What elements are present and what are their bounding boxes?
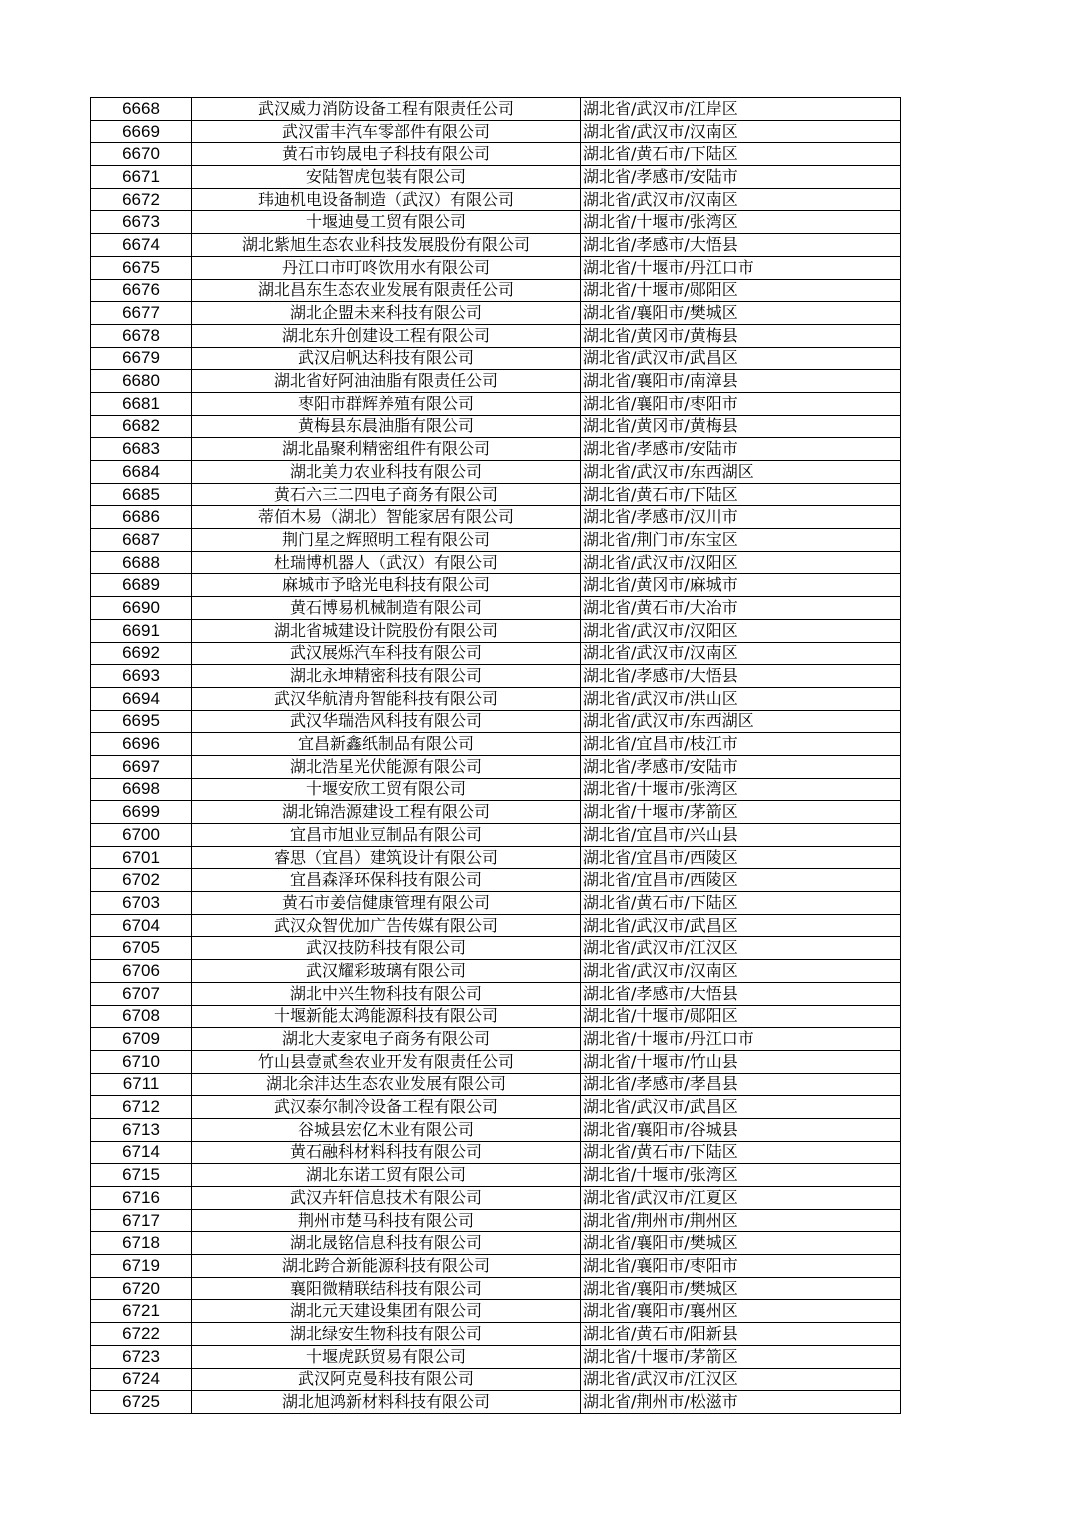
company-name: 竹山县壹贰叁农业开发有限责任公司 <box>192 1050 581 1073</box>
company-location: 湖北省/黄石市/下陆区 <box>581 143 901 166</box>
company-location: 湖北省/十堰市/张湾区 <box>581 1164 901 1187</box>
company-name: 襄阳微精联结科技有限公司 <box>192 1277 581 1300</box>
company-name: 武汉阿克曼科技有限公司 <box>192 1368 581 1391</box>
company-name: 湖北晶聚利精密组件有限公司 <box>192 438 581 461</box>
row-number: 6721 <box>91 1300 192 1323</box>
table-row <box>91 1255 901 1278</box>
row-number: 6708 <box>91 1005 192 1028</box>
company-location: 湖北省/武汉市/武昌区 <box>581 347 901 370</box>
row-number: 6676 <box>91 279 192 302</box>
table-row <box>91 415 901 438</box>
table-row <box>91 120 901 143</box>
table-row <box>91 1028 901 1051</box>
table-row <box>91 483 901 506</box>
table-row <box>91 1005 901 1028</box>
table-row <box>91 892 901 915</box>
company-name: 湖北跨合新能源科技有限公司 <box>192 1255 581 1278</box>
company-location: 湖北省/荆州市/松滋市 <box>581 1391 901 1414</box>
company-location: 湖北省/孝感市/安陆市 <box>581 438 901 461</box>
company-location: 湖北省/黄石市/阳新县 <box>581 1323 901 1346</box>
company-location: 湖北省/十堰市/郧阳区 <box>581 1005 901 1028</box>
row-number: 6698 <box>91 778 192 801</box>
row-number: 6684 <box>91 461 192 484</box>
row-number: 6713 <box>91 1118 192 1141</box>
company-name: 湖北旭鸿新材料科技有限公司 <box>192 1391 581 1414</box>
company-location: 湖北省/武汉市/洪山区 <box>581 687 901 710</box>
row-number: 6680 <box>91 370 192 393</box>
row-number: 6691 <box>91 619 192 642</box>
row-number: 6674 <box>91 234 192 257</box>
table-row <box>91 392 901 415</box>
row-number: 6681 <box>91 392 192 415</box>
row-number: 6724 <box>91 1368 192 1391</box>
table-row <box>91 438 901 461</box>
table-row <box>91 801 901 824</box>
row-number: 6699 <box>91 801 192 824</box>
row-number: 6710 <box>91 1050 192 1073</box>
table-row <box>91 1368 901 1391</box>
company-location: 湖北省/黄冈市/黄梅县 <box>581 415 901 438</box>
company-location: 湖北省/武汉市/东西湖区 <box>581 710 901 733</box>
table-row <box>91 1323 901 1346</box>
table-row <box>91 143 901 166</box>
row-number: 6700 <box>91 824 192 847</box>
company-location: 湖北省/襄阳市/枣阳市 <box>581 1255 901 1278</box>
company-location: 湖北省/黄石市/下陆区 <box>581 892 901 915</box>
company-location: 湖北省/荆门市/东宝区 <box>581 529 901 552</box>
company-name: 黄石六三二四电子商务有限公司 <box>192 483 581 506</box>
company-location: 湖北省/襄阳市/樊城区 <box>581 1277 901 1300</box>
company-name: 武汉卉轩信息技术有限公司 <box>192 1187 581 1210</box>
table-row <box>91 324 901 347</box>
row-number: 6696 <box>91 733 192 756</box>
company-name: 宜昌市旭业豆制品有限公司 <box>192 824 581 847</box>
table-row <box>91 642 901 665</box>
row-number: 6711 <box>91 1073 192 1096</box>
table-row <box>91 370 901 393</box>
row-number: 6722 <box>91 1323 192 1346</box>
company-location: 湖北省/武汉市/汉南区 <box>581 642 901 665</box>
company-name: 湖北大麦家电子商务有限公司 <box>192 1028 581 1051</box>
row-number: 6702 <box>91 869 192 892</box>
row-number: 6675 <box>91 256 192 279</box>
row-number: 6718 <box>91 1232 192 1255</box>
row-number: 6720 <box>91 1277 192 1300</box>
row-number: 6668 <box>91 98 192 121</box>
company-location: 湖北省/武汉市/汉阳区 <box>581 551 901 574</box>
table-row <box>91 1345 901 1368</box>
row-number: 6677 <box>91 302 192 325</box>
row-number: 6706 <box>91 960 192 983</box>
row-number: 6715 <box>91 1164 192 1187</box>
company-name: 荆州市楚马科技有限公司 <box>192 1209 581 1232</box>
company-location: 湖北省/孝感市/安陆市 <box>581 755 901 778</box>
table-row <box>91 597 901 620</box>
company-name: 谷城县宏亿木业有限公司 <box>192 1118 581 1141</box>
row-number: 6705 <box>91 937 192 960</box>
row-number: 6693 <box>91 665 192 688</box>
row-number: 6689 <box>91 574 192 597</box>
row-number: 6695 <box>91 710 192 733</box>
row-number: 6678 <box>91 324 192 347</box>
company-name: 武汉展烁汽车科技有限公司 <box>192 642 581 665</box>
table-row <box>91 755 901 778</box>
company-name: 湖北晟铭信息科技有限公司 <box>192 1232 581 1255</box>
company-location: 湖北省/孝感市/孝昌县 <box>581 1073 901 1096</box>
row-number: 6692 <box>91 642 192 665</box>
company-name: 黄石融科材料科技有限公司 <box>192 1141 581 1164</box>
row-number: 6679 <box>91 347 192 370</box>
company-name: 十堰虎跃贸易有限公司 <box>192 1345 581 1368</box>
company-name: 杜瑞博机器人（武汉）有限公司 <box>192 551 581 574</box>
company-location: 湖北省/孝感市/大悟县 <box>581 665 901 688</box>
row-number: 6690 <box>91 597 192 620</box>
table-row <box>91 665 901 688</box>
company-name: 枣阳市群辉养殖有限公司 <box>192 392 581 415</box>
table-row <box>91 619 901 642</box>
table-row <box>91 211 901 234</box>
table-row <box>91 824 901 847</box>
row-number: 6685 <box>91 483 192 506</box>
company-location: 湖北省/武汉市/江汉区 <box>581 1368 901 1391</box>
company-location: 湖北省/武汉市/汉南区 <box>581 120 901 143</box>
company-name: 湖北元天建设集团有限公司 <box>192 1300 581 1323</box>
table-row <box>91 1300 901 1323</box>
table-row <box>91 846 901 869</box>
row-number: 6671 <box>91 166 192 189</box>
table-row <box>91 234 901 257</box>
table-row <box>91 914 901 937</box>
company-location: 湖北省/武汉市/汉阳区 <box>581 619 901 642</box>
row-number: 6683 <box>91 438 192 461</box>
row-number: 6717 <box>91 1209 192 1232</box>
row-number: 6716 <box>91 1187 192 1210</box>
table-row <box>91 461 901 484</box>
company-name: 黄石博易机械制造有限公司 <box>192 597 581 620</box>
company-location: 湖北省/十堰市/张湾区 <box>581 778 901 801</box>
company-location: 湖北省/武汉市/武昌区 <box>581 1096 901 1119</box>
company-name: 丹江口市叮咚饮用水有限公司 <box>192 256 581 279</box>
company-name: 睿思（宜昌）建筑设计有限公司 <box>192 846 581 869</box>
company-location: 湖北省/襄阳市/襄州区 <box>581 1300 901 1323</box>
company-name: 黄石市钧晟电子科技有限公司 <box>192 143 581 166</box>
company-name: 武汉威力消防设备工程有限责任公司 <box>192 98 581 121</box>
company-name: 湖北永坤精密科技有限公司 <box>192 665 581 688</box>
company-name: 湖北浩星光伏能源有限公司 <box>192 755 581 778</box>
company-location: 湖北省/襄阳市/枣阳市 <box>581 392 901 415</box>
row-number: 6709 <box>91 1028 192 1051</box>
table-row <box>91 98 901 121</box>
company-location: 湖北省/襄阳市/樊城区 <box>581 1232 901 1255</box>
table-row <box>91 256 901 279</box>
company-name: 麻城市予晗光电科技有限公司 <box>192 574 581 597</box>
company-name: 十堰迪曼工贸有限公司 <box>192 211 581 234</box>
company-location: 湖北省/襄阳市/樊城区 <box>581 302 901 325</box>
table-row <box>91 960 901 983</box>
company-name: 蒂佰木易（湖北）智能家居有限公司 <box>192 506 581 529</box>
row-number: 6697 <box>91 755 192 778</box>
company-location: 湖北省/十堰市/茅箭区 <box>581 801 901 824</box>
company-location: 湖北省/宜昌市/枝江市 <box>581 733 901 756</box>
table-row <box>91 937 901 960</box>
row-number: 6707 <box>91 982 192 1005</box>
company-name: 黄梅县东晨油脂有限公司 <box>192 415 581 438</box>
row-number: 6686 <box>91 506 192 529</box>
company-name: 黄石市姜信健康管理有限公司 <box>192 892 581 915</box>
table-row <box>91 1096 901 1119</box>
table-row <box>91 1118 901 1141</box>
table-row <box>91 347 901 370</box>
company-location: 湖北省/孝感市/安陆市 <box>581 166 901 189</box>
table-row <box>91 279 901 302</box>
company-name: 湖北东升创建设工程有限公司 <box>192 324 581 347</box>
table-row <box>91 302 901 325</box>
company-location: 湖北省/宜昌市/西陵区 <box>581 846 901 869</box>
company-name: 湖北昌东生态农业发展有限责任公司 <box>192 279 581 302</box>
company-location: 湖北省/十堰市/张湾区 <box>581 211 901 234</box>
row-number: 6682 <box>91 415 192 438</box>
company-name: 湖北余沣达生态农业发展有限公司 <box>192 1073 581 1096</box>
company-name: 武汉耀彩玻璃有限公司 <box>192 960 581 983</box>
company-name: 宜昌新鑫纸制品有限公司 <box>192 733 581 756</box>
company-location: 湖北省/宜昌市/兴山县 <box>581 824 901 847</box>
company-name: 武汉众智优加广告传媒有限公司 <box>192 914 581 937</box>
table-row <box>91 869 901 892</box>
company-name: 十堰安欣工贸有限公司 <box>192 778 581 801</box>
table-row <box>91 1277 901 1300</box>
company-name: 武汉华瑞浩风科技有限公司 <box>192 710 581 733</box>
company-location: 湖北省/孝感市/汉川市 <box>581 506 901 529</box>
row-number: 6669 <box>91 120 192 143</box>
company-name: 武汉技防科技有限公司 <box>192 937 581 960</box>
table-row <box>91 506 901 529</box>
row-number: 6694 <box>91 687 192 710</box>
company-name: 安陆智虎包装有限公司 <box>192 166 581 189</box>
company-location: 湖北省/宜昌市/西陵区 <box>581 869 901 892</box>
company-name: 湖北绿安生物科技有限公司 <box>192 1323 581 1346</box>
row-number: 6714 <box>91 1141 192 1164</box>
company-location: 湖北省/襄阳市/谷城县 <box>581 1118 901 1141</box>
company-location: 湖北省/黄冈市/黄梅县 <box>581 324 901 347</box>
company-location: 湖北省/武汉市/东西湖区 <box>581 461 901 484</box>
table-row <box>91 1141 901 1164</box>
company-location: 湖北省/黄石市/下陆区 <box>581 1141 901 1164</box>
company-name: 武汉雷丰汽车零部件有限公司 <box>192 120 581 143</box>
company-name: 武汉泰尔制冷设备工程有限公司 <box>192 1096 581 1119</box>
company-name: 武汉启帆达科技有限公司 <box>192 347 581 370</box>
table-row <box>91 188 901 211</box>
company-location: 湖北省/武汉市/汉南区 <box>581 960 901 983</box>
table-row <box>91 1050 901 1073</box>
table-row <box>91 574 901 597</box>
table-row <box>91 1209 901 1232</box>
company-list-table <box>90 97 901 1414</box>
company-location: 湖北省/孝感市/大悟县 <box>581 234 901 257</box>
company-location: 湖北省/黄石市/下陆区 <box>581 483 901 506</box>
row-number: 6673 <box>91 211 192 234</box>
company-name: 荆门星之辉照明工程有限公司 <box>192 529 581 552</box>
row-number: 6712 <box>91 1096 192 1119</box>
company-name: 宜昌森泽环保科技有限公司 <box>192 869 581 892</box>
row-number: 6672 <box>91 188 192 211</box>
table-row <box>91 687 901 710</box>
company-location: 湖北省/武汉市/武昌区 <box>581 914 901 937</box>
company-location: 湖北省/十堰市/丹江口市 <box>581 1028 901 1051</box>
company-name: 武汉华航清舟智能科技有限公司 <box>192 687 581 710</box>
company-location: 湖北省/黄冈市/麻城市 <box>581 574 901 597</box>
table-row <box>91 166 901 189</box>
table-row <box>91 1232 901 1255</box>
row-number: 6723 <box>91 1345 192 1368</box>
company-location: 湖北省/武汉市/江汉区 <box>581 937 901 960</box>
company-location: 湖北省/孝感市/大悟县 <box>581 982 901 1005</box>
table-row <box>91 982 901 1005</box>
table-row <box>91 1187 901 1210</box>
table-row <box>91 778 901 801</box>
company-name: 湖北企盟未来科技有限公司 <box>192 302 581 325</box>
table-row <box>91 733 901 756</box>
company-name: 湖北中兴生物科技有限公司 <box>192 982 581 1005</box>
company-name: 玮迪机电设备制造（武汉）有限公司 <box>192 188 581 211</box>
row-number: 6704 <box>91 914 192 937</box>
company-location: 湖北省/十堰市/茅箭区 <box>581 1345 901 1368</box>
company-location: 湖北省/十堰市/丹江口市 <box>581 256 901 279</box>
row-number: 6687 <box>91 529 192 552</box>
table-row <box>91 710 901 733</box>
table-body <box>91 98 901 1414</box>
row-number: 6725 <box>91 1391 192 1414</box>
company-name: 湖北紫旭生态农业科技发展股份有限公司 <box>192 234 581 257</box>
company-name: 湖北省好阿油油脂有限责任公司 <box>192 370 581 393</box>
company-location: 湖北省/十堰市/竹山县 <box>581 1050 901 1073</box>
table-row <box>91 1391 901 1414</box>
company-name: 湖北东诺工贸有限公司 <box>192 1164 581 1187</box>
company-location: 湖北省/十堰市/郧阳区 <box>581 279 901 302</box>
company-name: 湖北美力农业科技有限公司 <box>192 461 581 484</box>
table-row <box>91 529 901 552</box>
row-number: 6688 <box>91 551 192 574</box>
company-location: 湖北省/武汉市/汉南区 <box>581 188 901 211</box>
table-row <box>91 1073 901 1096</box>
company-location: 湖北省/黄石市/大冶市 <box>581 597 901 620</box>
company-name: 湖北锦浩源建设工程有限公司 <box>192 801 581 824</box>
table-row <box>91 1164 901 1187</box>
row-number: 6703 <box>91 892 192 915</box>
row-number: 6701 <box>91 846 192 869</box>
company-name: 十堰新能太鸿能源科技有限公司 <box>192 1005 581 1028</box>
company-location: 湖北省/武汉市/江夏区 <box>581 1187 901 1210</box>
company-location: 湖北省/襄阳市/南漳县 <box>581 370 901 393</box>
company-location: 湖北省/武汉市/江岸区 <box>581 98 901 121</box>
row-number: 6670 <box>91 143 192 166</box>
company-location: 湖北省/荆州市/荆州区 <box>581 1209 901 1232</box>
row-number: 6719 <box>91 1255 192 1278</box>
table-row <box>91 551 901 574</box>
company-name: 湖北省城建设计院股份有限公司 <box>192 619 581 642</box>
